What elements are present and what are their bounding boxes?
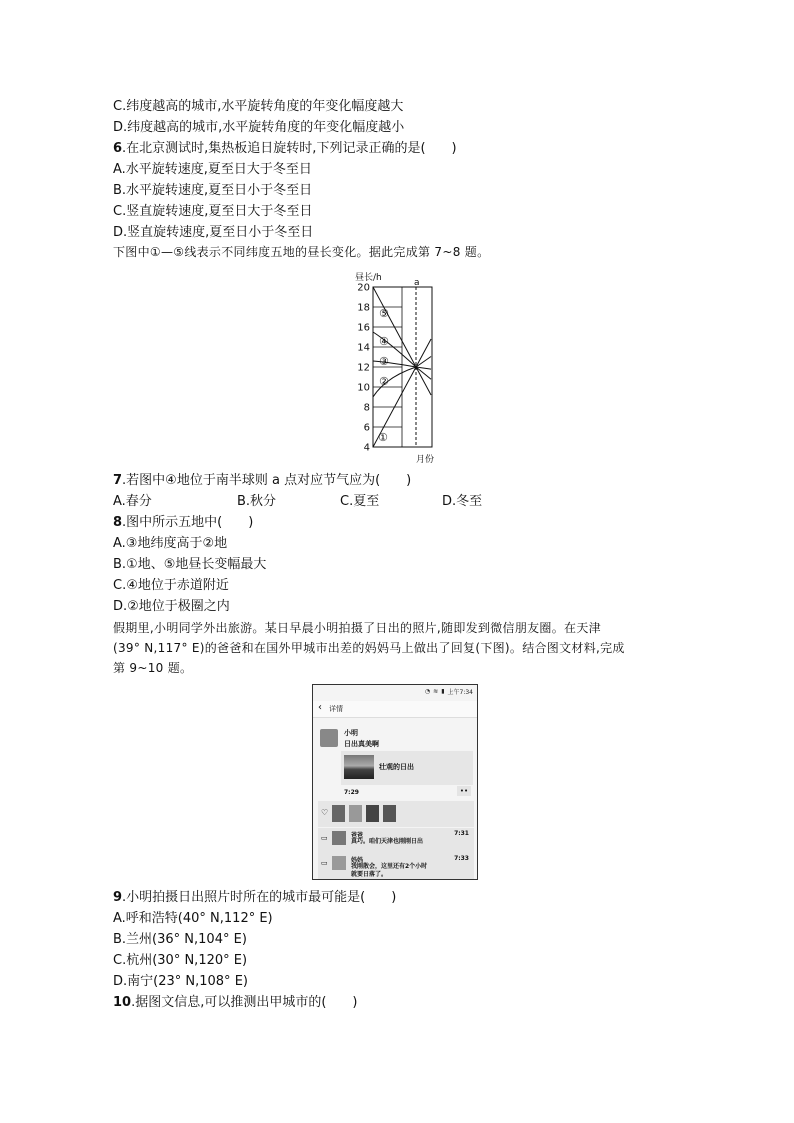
q6-option-b: B.水平旋转速度,夏至日小于冬至日 (113, 183, 313, 198)
shared-link-title: 壮观的日出 (379, 763, 414, 771)
series-label: ⑤ (379, 307, 389, 320)
like-avatar (366, 805, 379, 822)
chart-marker-label: a (414, 278, 420, 288)
q7-option-a: A.春分 (113, 494, 152, 509)
comment-icon: ▭ (321, 834, 328, 842)
shared-link-card[interactable] (341, 751, 473, 785)
q7-stem (113, 472, 411, 490)
q6-stem (113, 140, 457, 158)
q7-option-c: C.夏至 (340, 494, 380, 509)
signal-icon: ◔ (424, 688, 431, 695)
q9-stem (113, 889, 396, 907)
q7-number: 7 (113, 473, 123, 488)
y-tick-label: 18 (357, 302, 370, 314)
comment-item (318, 828, 474, 853)
status-bar (425, 687, 473, 696)
comment-text: 真巧。咱们天津也刚刚日出 (351, 838, 424, 845)
q9-option-b: B.兰州(36° N,104° E) (113, 932, 247, 947)
back-arrow-icon[interactable]: ‹ (318, 702, 322, 713)
day-length-chart (348, 268, 448, 464)
poster-avatar (320, 729, 338, 747)
chart-xlabel: 月份 (416, 455, 435, 464)
y-tick-label: 4 (363, 442, 370, 454)
comment-time: 7:31 (454, 830, 469, 837)
q9-option-c: C.杭州(30° N,120° E) (113, 953, 248, 968)
q10-number: 10 (113, 995, 132, 1010)
q6-option-c: C.竖直旋转速度,夏至日大于冬至日 (113, 204, 313, 219)
q8-option-b: B.①地、⑤地昼长变幅最大 (113, 557, 267, 572)
details-header (313, 701, 477, 718)
series-line-extension (416, 367, 431, 395)
sunrise-thumbnail (344, 755, 374, 779)
q6-number: 6 (113, 141, 123, 156)
q8-option-a: A.③地纬度高于②地 (113, 536, 228, 551)
q8-stem-text: .图中所示五地中( ) (122, 515, 254, 530)
q6-stem-text: .在北京测试时,集热板追日旋转时,下列记录正确的是( ) (122, 141, 457, 156)
intro-7-8: 下图中①—⑤线表示不同纬度五地的昼长变化。据此完成第 7~8 题。 (113, 245, 490, 259)
post-time: 7:29 (344, 789, 359, 796)
q7-option-b: B.秋分 (237, 494, 277, 509)
y-tick-label: 16 (357, 322, 370, 334)
commenter-avatar (332, 856, 346, 870)
q8-option-c: C.④地位于赤道附近 (113, 578, 229, 593)
q7-stem-text: .若图中④地位于南半球则 a 点对应节气应为( ) (122, 473, 412, 488)
series-label: ② (379, 375, 389, 388)
commenter-avatar (332, 831, 346, 845)
commenter-name: 爸爸 (351, 832, 364, 839)
poster-name: 小明 (344, 729, 358, 737)
more-options-button[interactable]: •• (457, 786, 471, 796)
y-tick-label: 20 (357, 282, 370, 294)
q5-option-c: C.纬度越高的城市,水平旋转角度的年变化幅度越大 (113, 99, 404, 114)
comment-text: 我刚散会，这里还有2个小时 就要日落了。 (351, 863, 428, 878)
series-label: ④ (379, 335, 389, 348)
comment-time: 7:33 (454, 855, 469, 862)
q8-number: 8 (113, 515, 123, 530)
y-tick-label: 8 (363, 402, 370, 414)
series-label: ① (378, 431, 388, 444)
q9-number: 9 (113, 890, 123, 905)
post-text: 日出真美啊 (344, 740, 379, 748)
q6-option-a: A.水平旋转速度,夏至日大于冬至日 (113, 162, 312, 177)
like-avatar (332, 805, 345, 822)
q9-stem-text: .小明拍摄日出照片时所在的城市最可能是( ) (122, 890, 397, 905)
q7-option-d: D.冬至 (442, 494, 483, 509)
y-tick-label: 12 (357, 362, 370, 374)
battery-icon: ▮ (441, 688, 445, 695)
heart-icon: ♡ (321, 808, 329, 817)
q6-option-d: D.竖直旋转速度,夏至日小于冬至日 (113, 225, 314, 240)
wechat-moments-screenshot (312, 684, 478, 880)
q8-option-d: D.②地位于极圈之内 (113, 599, 230, 614)
comment-item (318, 853, 474, 879)
likes-row (318, 801, 474, 827)
details-title: 详情 (329, 705, 343, 713)
like-avatar (349, 805, 362, 822)
intro-9-10-line1: 假期里,小明同学外出旅游。某日早晨小明拍摄了日出的照片,随即发到微信朋友圈。在天津 (113, 621, 601, 635)
commenter-name: 妈妈 (351, 857, 364, 864)
chart-ylabel: 昼长/h (355, 273, 382, 283)
y-tick-label: 6 (363, 422, 370, 434)
status-time: 上午7:34 (447, 689, 473, 696)
intro-9-10-line3: 第 9~10 题。 (113, 661, 193, 675)
like-avatar (383, 805, 396, 822)
q10-stem-text: .据图文信息,可以推测出甲城市的( ) (131, 995, 358, 1010)
wifi-icon: ≋ (433, 688, 439, 695)
y-tick-label: 14 (357, 342, 370, 354)
series-label: ③ (379, 355, 389, 368)
y-tick-label: 10 (357, 382, 370, 394)
q5-option-d: D.纬度越高的城市,水平旋转角度的年变化幅度越小 (113, 120, 405, 135)
q10-stem (113, 994, 358, 1012)
comment-icon: ▭ (321, 859, 328, 867)
intro-9-10-line2: (39° N,117° E)的爸爸和在国外甲城市出差的妈妈马上做出了回复(下图)。结合图文材料,完成 (113, 641, 625, 655)
series-line-extension (416, 339, 431, 367)
q9-option-a: A.呼和浩特(40° N,112° E) (113, 911, 273, 926)
q8-stem (113, 514, 253, 532)
q9-option-d: D.南宁(23° N,108° E) (113, 974, 248, 989)
